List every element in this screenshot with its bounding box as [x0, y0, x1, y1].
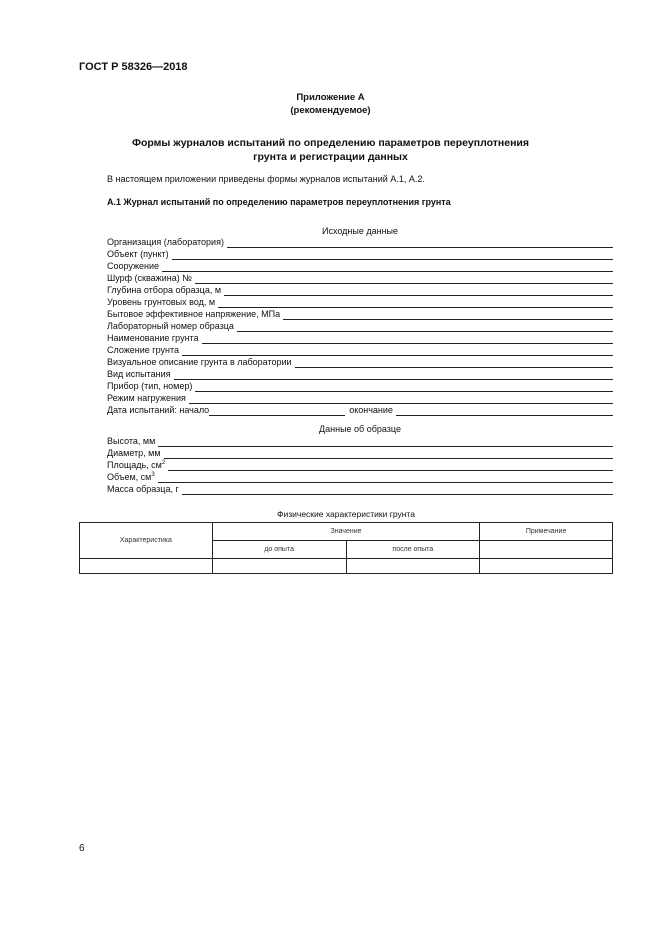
field-label: Масса образца, г	[107, 484, 179, 494]
field-label: Сложение грунта	[107, 345, 179, 355]
date-start-label: Дата испытаний: начало	[107, 405, 210, 415]
area-text: Площадь, см	[107, 460, 162, 470]
fill-line[interactable]	[218, 298, 613, 308]
table-title: Физические характеристики грунта	[277, 509, 415, 519]
title-line-1: Формы журналов испытаний по определению параметров переуплотнения	[131, 137, 529, 149]
field-label: Вид испытания	[107, 369, 171, 379]
title-line-2: грунта и регистрации данных	[253, 151, 408, 163]
field-label	[107, 472, 158, 483]
field-label: Шурф (скважина) №	[107, 273, 192, 283]
field-label: Высота, мм	[107, 436, 156, 446]
field-label	[107, 460, 168, 471]
volume-field[interactable]	[107, 471, 613, 483]
fill-line[interactable]	[237, 322, 613, 332]
form-field[interactable]	[107, 272, 613, 284]
fill-line[interactable]	[168, 461, 613, 471]
volume-text: Объем, см	[107, 472, 152, 482]
date-start-line[interactable]	[209, 406, 345, 416]
form-field[interactable]	[107, 368, 613, 380]
field-label: Наименование грунта	[107, 333, 199, 343]
fill-line[interactable]	[224, 286, 613, 296]
initial-data-heading: Исходные данные	[321, 226, 399, 236]
header-note: Примечание	[480, 523, 613, 541]
appendix-status: (рекомендуемое)	[290, 105, 371, 116]
mass-field[interactable]	[107, 483, 613, 495]
fill-line[interactable]	[182, 346, 613, 356]
field-label: Уровень грунтовых вод, м	[107, 297, 216, 307]
soil-properties-table	[79, 522, 613, 574]
field-label: Сооружение	[107, 261, 160, 271]
appendix-heading	[0, 91, 661, 117]
table-cell[interactable]	[480, 559, 613, 574]
form-field[interactable]	[107, 308, 613, 320]
test-dates-field[interactable]	[107, 404, 613, 416]
form-field[interactable]	[107, 284, 613, 296]
header-value: Значение	[212, 523, 479, 541]
form-field[interactable]	[107, 392, 613, 404]
date-end-line[interactable]	[396, 406, 613, 416]
table-cell[interactable]	[346, 559, 480, 574]
header-before-test: до опыта	[212, 541, 346, 559]
volume-exponent: 3	[151, 472, 155, 478]
form-field[interactable]	[107, 236, 613, 248]
form-field[interactable]	[107, 356, 613, 368]
form-field[interactable]	[107, 296, 613, 308]
fill-line[interactable]	[195, 274, 613, 284]
area-field[interactable]	[107, 459, 613, 471]
field-label: Диаметр, мм	[107, 448, 161, 458]
page-number: 6	[79, 843, 85, 854]
document-title	[0, 136, 661, 164]
fill-line[interactable]	[158, 473, 613, 483]
fill-line[interactable]	[283, 310, 613, 320]
form-field[interactable]	[107, 332, 613, 344]
fill-line[interactable]	[195, 382, 613, 392]
header-after-test: после опыта	[346, 541, 480, 559]
fill-line[interactable]	[295, 358, 613, 368]
form-field[interactable]	[107, 320, 613, 332]
fill-line[interactable]	[202, 334, 613, 344]
appendix-label: Приложение А	[296, 92, 365, 103]
table-cell[interactable]	[212, 559, 346, 574]
field-label: Организация (лаборатория)	[107, 237, 224, 247]
fill-line[interactable]	[174, 370, 613, 380]
field-label: Прибор (тип, номер)	[107, 381, 193, 391]
sample-data-heading: Данные об образце	[319, 424, 401, 434]
form-field[interactable]	[107, 248, 613, 260]
date-end-label: окончание	[349, 405, 393, 415]
field-label: Лабораторный номер образца	[107, 321, 234, 331]
form-field[interactable]	[107, 380, 613, 392]
field-label: Объект (пункт)	[107, 249, 169, 259]
fill-line[interactable]	[182, 485, 613, 495]
field-label: Глубина отбора образца, м	[107, 285, 222, 295]
diameter-field[interactable]	[107, 447, 613, 459]
fill-line[interactable]	[172, 250, 613, 260]
table-row	[80, 559, 613, 574]
field-label: Режим нагружения	[107, 393, 186, 403]
fill-line[interactable]	[158, 437, 613, 447]
fill-line[interactable]	[189, 394, 613, 404]
header-characteristic: Характеристика	[80, 523, 213, 559]
intro-paragraph: В настоящем приложении приведены формы журналов испытаний А.1, А.2.	[107, 174, 425, 184]
standard-designation: ГОСТ Р 58326—2018	[79, 61, 188, 73]
field-label: Визуальное описание грунта в лаборатории	[107, 357, 292, 367]
form-field[interactable]	[107, 260, 613, 272]
header-note-empty	[480, 541, 613, 559]
section-heading: А.1 Журнал испытаний по определению параметров переуплотнения грунта	[107, 197, 451, 207]
height-field[interactable]	[107, 435, 613, 447]
fill-line[interactable]	[162, 262, 613, 272]
fill-line[interactable]	[227, 238, 613, 248]
field-label: Бытовое эффективное напряжение, МПа	[107, 309, 281, 319]
area-exponent: 2	[161, 460, 166, 466]
fill-line[interactable]	[164, 449, 613, 459]
table-cell[interactable]	[80, 559, 213, 574]
form-field[interactable]	[107, 344, 613, 356]
